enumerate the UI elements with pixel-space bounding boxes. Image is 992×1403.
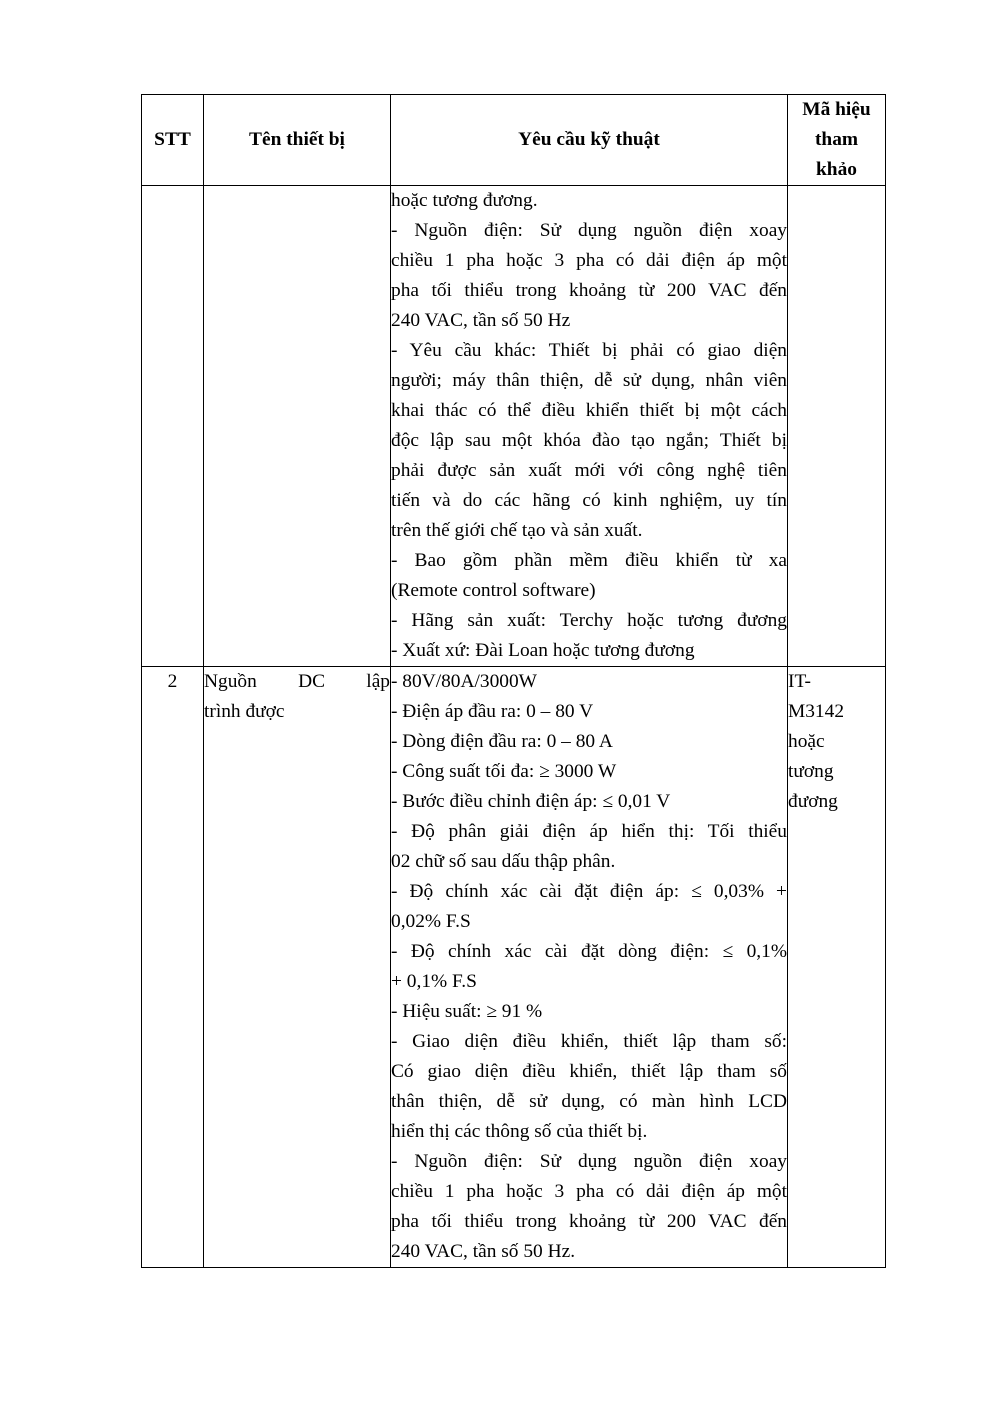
reference-code-line: hoặc: [788, 731, 825, 752]
requirement-line: pha tối thiểu trong khoảng từ 200 VAC đến: [391, 280, 787, 301]
requirement-line: Có giao diện điều khiển, thiết lập tham số: [391, 1061, 787, 1082]
requirement-line: 02 chữ số sau dấu thập phân.: [391, 851, 616, 872]
header-reference-code-line: Mã hiệu: [802, 99, 871, 120]
row-requirements: [391, 186, 788, 667]
requirement-line: - Độ phân giải điện áp hiển thị: Tối thiểu: [391, 821, 787, 842]
requirement-line: - Hãng sản xuất: Terchy hoặc tương đương: [391, 610, 787, 631]
requirement-line: - Yêu cầu khác: Thiết bị phải có giao diện: [391, 340, 787, 361]
reference-code-line: tương: [788, 761, 834, 782]
requirement-line: - 80V/80A/3000W: [391, 671, 537, 692]
requirement-line: hoặc tương đương.: [391, 190, 538, 211]
header-stt: STT: [142, 95, 204, 186]
equipment-name-line: Nguồn DC lập: [204, 671, 390, 692]
row-requirements: [391, 667, 788, 1268]
requirement-line: phải được sản xuất mới với công nghệ tiên: [391, 460, 787, 481]
equipment-name-line: trình được: [204, 701, 285, 722]
row-equipment-name: [204, 667, 391, 1268]
header-reference-code: [788, 95, 886, 186]
requirement-line: - Bao gồm phần mềm điều khiển từ xa: [391, 550, 787, 571]
reference-code-line: M3142: [788, 701, 845, 722]
requirement-line: tiến và do các hãng có kinh nghiệm, uy tín: [391, 490, 787, 511]
row-reference-code: [788, 667, 886, 1268]
requirement-line: chiều 1 pha hoặc 3 pha có dải điện áp một: [391, 250, 787, 271]
header-reference-code-line: tham: [814, 129, 859, 150]
row-stt: 2: [142, 667, 204, 1268]
requirement-line: - Xuất xứ: Đài Loan hoặc tương đương: [391, 640, 695, 661]
requirement-line: (Remote control software): [391, 580, 596, 601]
requirement-line: + 0,1% F.S: [391, 971, 477, 992]
reference-code-line: đương: [788, 791, 838, 812]
requirement-line: - Hiệu suất: ≥ 91 %: [391, 1001, 543, 1022]
equipment-spec-table: [141, 94, 886, 1268]
requirement-line: khai thác có thể điều khiển thiết bị một cách: [391, 400, 787, 421]
requirement-line: - Công suất tối đa: ≥ 3000 W: [391, 761, 617, 782]
row-reference-code: [788, 186, 886, 667]
requirement-line: - Nguồn điện: Sử dụng nguồn điện xoay: [391, 220, 787, 241]
row-stt: [142, 186, 204, 667]
requirement-line: người; máy thân thiện, dễ sử dụng, nhân viên: [391, 370, 787, 391]
requirement-line: 0,02% F.S: [391, 911, 471, 932]
table-header-row: [142, 95, 886, 186]
requirement-line: - Giao diện điều khiển, thiết lập tham số:: [391, 1031, 787, 1052]
requirement-line: chiều 1 pha hoặc 3 pha có dải điện áp một: [391, 1181, 787, 1202]
requirement-line: - Nguồn điện: Sử dụng nguồn điện xoay: [391, 1151, 787, 1172]
requirement-line: - Dòng điện đầu ra: 0 – 80 A: [391, 731, 613, 752]
requirement-line: trên thế giới chế tạo và sản xuất.: [391, 520, 643, 541]
requirement-line: pha tối thiểu trong khoảng từ 200 VAC đến: [391, 1211, 787, 1232]
requirement-line: 240 VAC, tần số 50 Hz: [391, 310, 571, 331]
reference-code-line: IT-: [788, 671, 811, 692]
requirement-line: - Bước điều chỉnh điện áp: ≤ 0,01 V: [391, 791, 671, 812]
table-row: [142, 186, 886, 667]
row-equipment-name: [204, 186, 391, 667]
requirement-line: - Độ chính xác cài đặt điện áp: ≤ 0,03% +: [391, 881, 787, 902]
table-row: [142, 667, 886, 1268]
requirement-line: hiển thị các thông số của thiết bị.: [391, 1121, 648, 1142]
requirement-line: - Điện áp đầu ra: 0 – 80 V: [391, 701, 594, 722]
requirement-line: - Độ chính xác cài đặt dòng điện: ≤ 0,1%: [391, 941, 787, 962]
header-equipment-name: Tên thiết bị: [204, 95, 391, 186]
requirement-line: 240 VAC, tần số 50 Hz.: [391, 1241, 576, 1262]
requirement-line: độc lập sau một khóa đào tạo ngắn; Thiết bị: [391, 430, 787, 451]
requirement-line: thân thiện, dễ sử dụng, có màn hình LCD: [391, 1091, 787, 1112]
header-technical-requirements: Yêu cầu kỹ thuật: [391, 95, 788, 186]
header-reference-code-line: khảo: [816, 159, 857, 180]
